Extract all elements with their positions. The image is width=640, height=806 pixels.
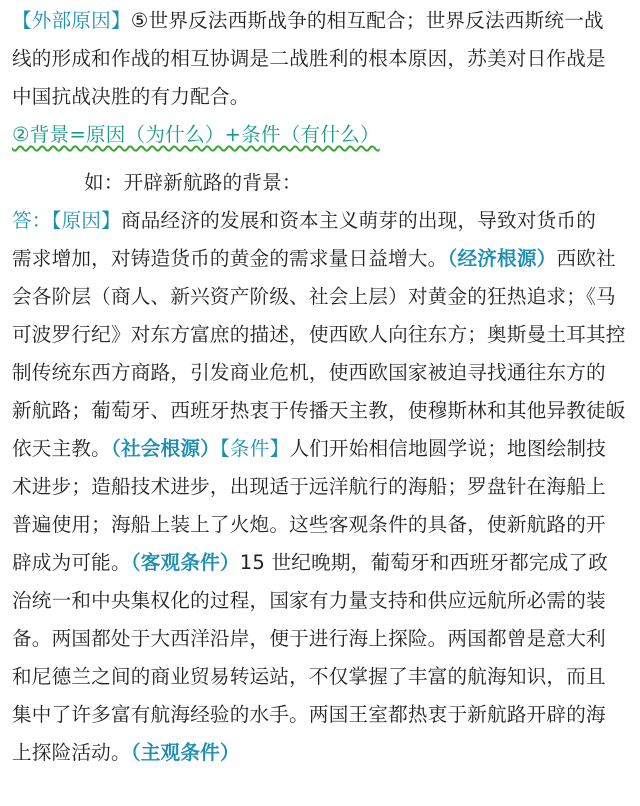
text-line: [12, 246, 616, 272]
text-run: 人们开始相信地圆学说；地图绘制技: [289, 437, 607, 460]
text-line: 和尼德兰之间的商业贸易转运站，不仅掌握了丰富的航海知识，而且: [12, 665, 606, 688]
objective-condition-tag: （客观条件）: [130, 551, 240, 574]
text-line: 普遍使用；海船上装上了火炮。这些客观条件的具备，使新航路的开: [12, 513, 606, 536]
condition-label: 【条件】: [219, 437, 290, 460]
text-line: 可波罗行纪》对东方富庶的描述，使西欧人向往东方；奥斯曼土耳其控: [12, 323, 626, 346]
economic-root-tag: （经济根源）: [447, 247, 557, 270]
text-run: 西欧社: [556, 247, 616, 270]
text-run: 需求增加，对铸造货币的黄金的需求量日益增大。: [12, 247, 448, 270]
example-heading: 如：开辟新航路的背景：: [84, 171, 302, 194]
text-run: 依天主教。: [12, 437, 111, 460]
text-line: 新航路；葡萄牙、西班牙热衷于传播天主教，使穆斯林和其他异教徒皈: [12, 399, 626, 422]
answer-prefix: 答：: [12, 209, 52, 232]
text-run: 15 世纪晚期，葡萄牙和西班牙都完成了政: [239, 551, 608, 574]
text-line: [12, 740, 240, 766]
text-line: [12, 550, 608, 576]
external-cause-label: 【外部原因】: [12, 9, 131, 32]
formula-line: ②背景=原因（为什么）+条件（有什么）: [12, 123, 380, 146]
text-run: 辟成为可能。: [12, 551, 131, 574]
text-line: 线的形成和作战的相互协调是二战胜利的根本原因，苏美对日作战是: [12, 47, 606, 70]
text-line: 术进步；造船技术进步，出现适于远洋航行的海船；罗盘针在海船上: [12, 475, 606, 498]
cause-label: 【原因】: [51, 209, 121, 232]
text-run: 商品经济的发展和资本主义萌芽的出现，导致对货币的: [120, 209, 597, 232]
text-line: 制传统东西方商路，引发商业危机，使西欧国家被迫寻找通往东方的: [12, 361, 606, 384]
text-line: 集中了许多富有航海经验的水手。两国王室都热衷于新航路开辟的海: [12, 703, 606, 726]
text-line: 治统一和中央集权化的过程，国家有力量支持和供应远航所必需的装: [12, 589, 606, 612]
text-run: 上探险活动。: [12, 741, 131, 764]
text-run: ⑤世界反法西斯战争的相互配合；世界反法西斯统一战: [130, 9, 604, 32]
text-line: [12, 8, 604, 34]
text-line: 会各阶层（商人、新兴资产阶级、社会上层）对黄金的狂热追求；《马: [12, 285, 616, 308]
subjective-condition-tag: （主观条件）: [130, 741, 240, 764]
social-root-tag: （社会根源）: [110, 437, 220, 460]
text-line: [12, 208, 596, 234]
text-line: 中国抗战决胜的有力配合。: [12, 85, 250, 108]
text-line: [12, 436, 606, 462]
text-line: 备。两国都处于大西洋沿岸，便于进行海上探险。两国都曾是意大利: [12, 627, 606, 650]
